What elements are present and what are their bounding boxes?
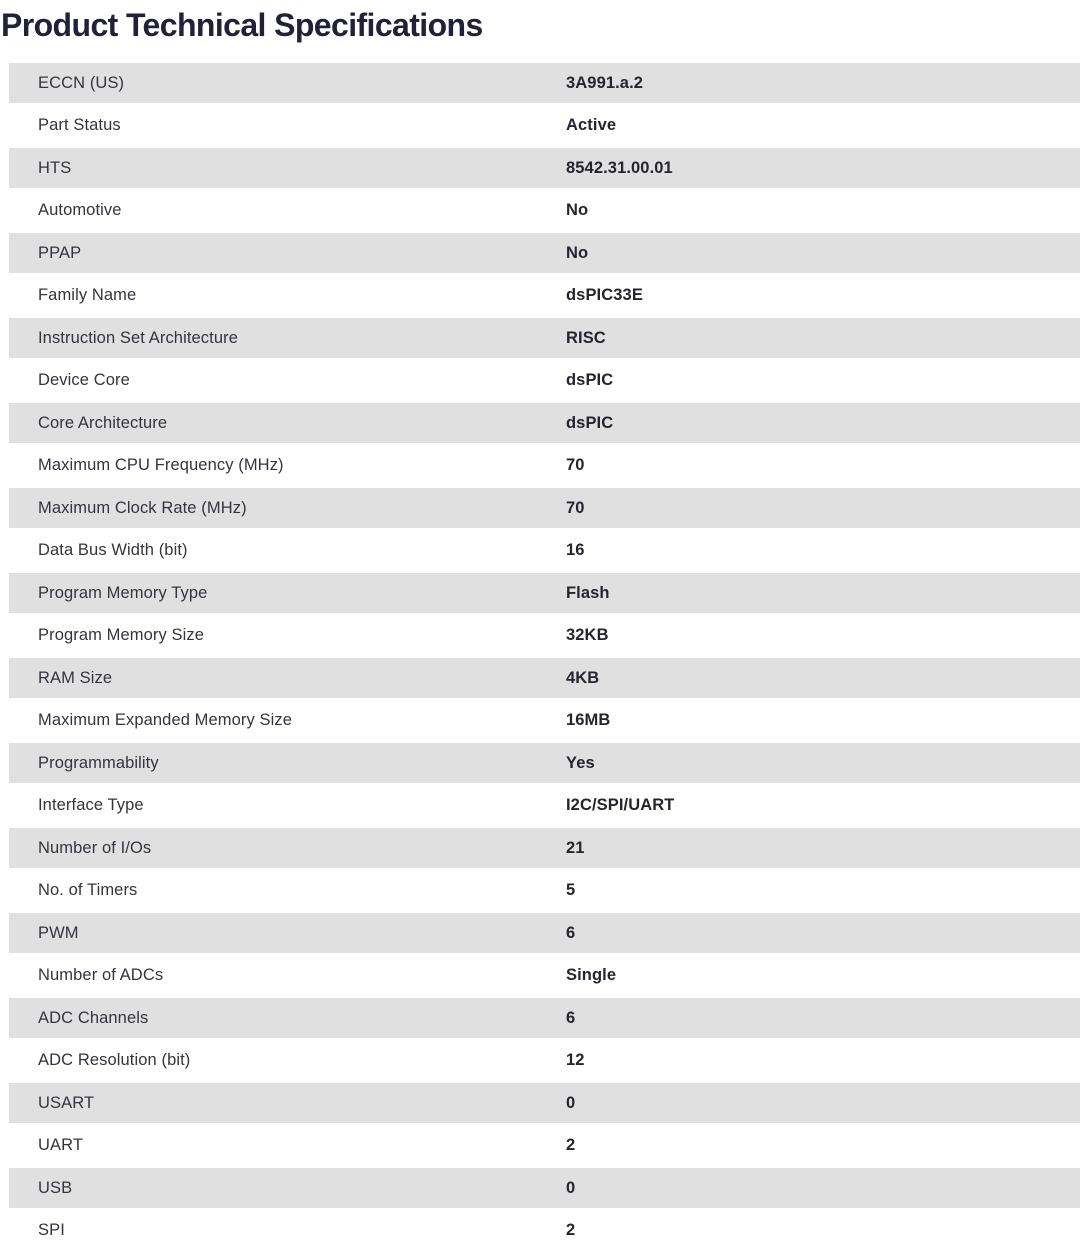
spec-value: Yes [566, 753, 595, 772]
spec-value: 16MB [566, 711, 611, 729]
spec-row [9, 658, 1080, 698]
spec-value: 12 [566, 1051, 585, 1069]
spec-value: 70 [566, 456, 585, 474]
spec-row [9, 106, 1080, 146]
spec-row [9, 361, 1080, 401]
spec-value: 0 [566, 1093, 576, 1112]
spec-label: Interface Type [38, 796, 144, 814]
spec-row [9, 403, 1080, 443]
spec-label: Program Memory Size [38, 626, 205, 644]
spec-label: Device Core [38, 371, 130, 389]
spec-row [9, 913, 1080, 953]
spec-label: ADC Resolution (bit) [38, 1051, 191, 1069]
spec-row [9, 1211, 1080, 1251]
spec-label: USART [38, 1093, 95, 1112]
spec-value: 6 [566, 1008, 576, 1027]
spec-label: SPI [38, 1221, 65, 1239]
spec-label: Family Name [38, 286, 137, 304]
spec-label: Programmability [38, 753, 159, 772]
spec-table [9, 63, 1080, 1251]
spec-row [9, 616, 1080, 656]
spec-row [9, 488, 1080, 528]
spec-row [9, 828, 1080, 868]
spec-label: Program Memory Type [38, 583, 208, 602]
spec-value: dsPIC [566, 371, 614, 389]
spec-value: Flash [566, 583, 610, 602]
spec-row [9, 573, 1080, 613]
spec-value: RISC [566, 328, 606, 347]
spec-label: PWM [38, 923, 79, 942]
spec-row [9, 233, 1080, 273]
spec-value: Single [566, 966, 617, 984]
spec-row [9, 1041, 1080, 1081]
spec-value: 2 [566, 1136, 576, 1154]
spec-row [9, 956, 1080, 996]
spec-value: Active [566, 116, 617, 134]
spec-row [9, 1083, 1080, 1123]
spec-label: Part Status [38, 116, 121, 134]
spec-value: dsPIC33E [566, 286, 643, 304]
spec-row [9, 998, 1080, 1038]
spec-label: ECCN (US) [38, 73, 125, 92]
spec-label: RAM Size [38, 668, 113, 687]
spec-value: 8542.31.00.01 [566, 158, 673, 177]
spec-label: Data Bus Width (bit) [38, 541, 188, 559]
spec-row [9, 191, 1080, 231]
spec-row [9, 871, 1080, 911]
spec-label: USB [38, 1178, 73, 1197]
spec-row [9, 148, 1080, 188]
spec-label: UART [38, 1136, 84, 1154]
spec-row [9, 1126, 1080, 1166]
spec-label: ADC Channels [38, 1008, 149, 1027]
spec-row [9, 743, 1080, 783]
spec-value: No [566, 201, 589, 219]
spec-row [9, 318, 1080, 358]
spec-value: 4KB [566, 668, 600, 687]
spec-value: 70 [566, 498, 585, 517]
spec-value: I2C/SPI/UART [566, 796, 675, 814]
spec-value: No [566, 243, 589, 262]
spec-row [9, 1168, 1080, 1208]
spec-label: Number of I/Os [38, 838, 152, 857]
spec-label: Automotive [38, 201, 122, 219]
spec-label: Maximum Expanded Memory Size [38, 711, 293, 729]
spec-row [9, 446, 1080, 486]
spec-label: PPAP [38, 243, 82, 262]
spec-row [9, 531, 1080, 571]
spec-value: 3A991.a.2 [566, 73, 644, 92]
spec-row [9, 63, 1080, 103]
spec-label: Maximum CPU Frequency (MHz) [38, 456, 284, 474]
spec-label: Instruction Set Architecture [38, 328, 238, 347]
spec-row [9, 786, 1080, 826]
spec-value: 6 [566, 923, 576, 942]
spec-value: 32KB [566, 626, 609, 644]
spec-value: 2 [566, 1221, 576, 1239]
spec-row [9, 701, 1080, 741]
spec-label: No. of Timers [38, 881, 138, 899]
spec-label: Number of ADCs [38, 966, 164, 984]
spec-value: 16 [566, 541, 585, 559]
spec-value: 0 [566, 1178, 576, 1197]
spec-label: Core Architecture [38, 413, 168, 432]
spec-value: dsPIC [566, 413, 614, 432]
page-title: Product Technical Specifications [1, 7, 483, 43]
spec-label: Maximum Clock Rate (MHz) [38, 498, 247, 517]
spec-value: 5 [566, 881, 576, 899]
spec-value: 21 [566, 838, 585, 857]
spec-label: HTS [38, 158, 72, 177]
spec-row [9, 276, 1080, 316]
